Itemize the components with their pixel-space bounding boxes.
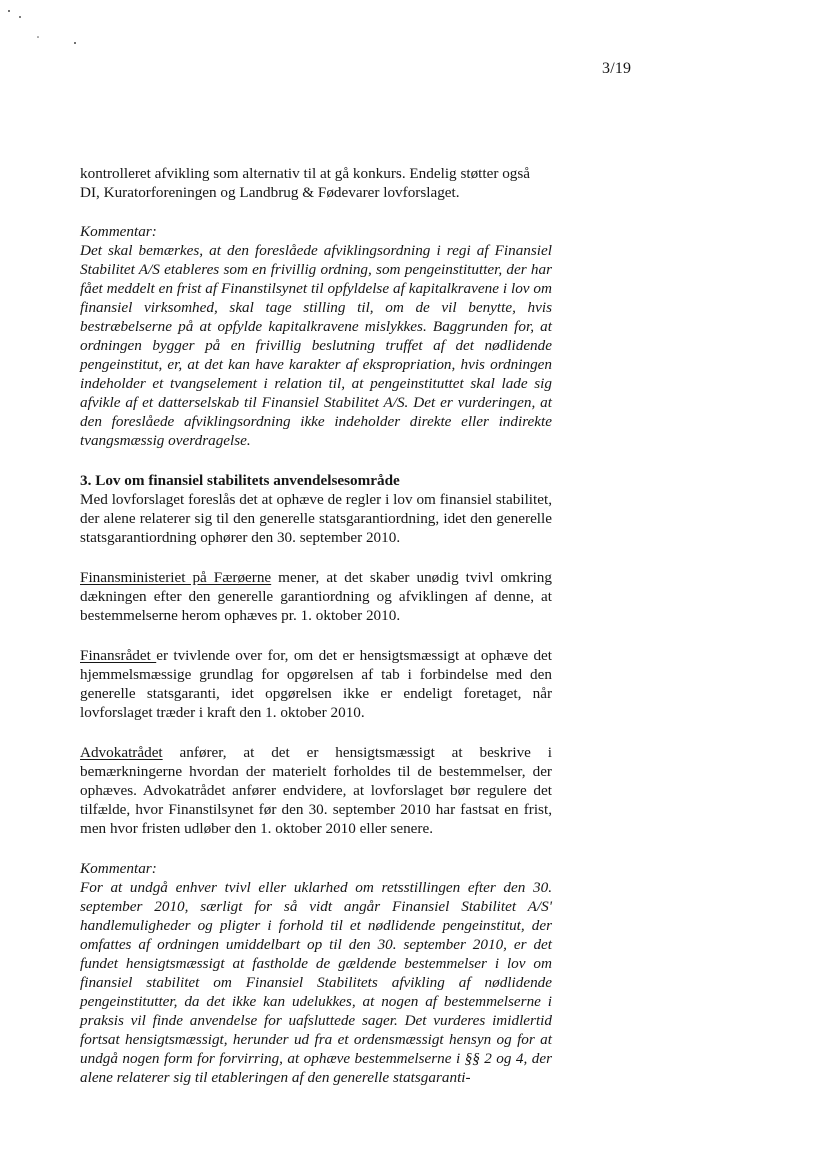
page-number: 3/19 [602, 60, 632, 77]
comment-label: Kommentar: [80, 860, 157, 877]
comment-label: Kommentar: [80, 223, 157, 240]
intro-line: DI, Kuratorforeningen og Landbrug & Fødevarer lovforslaget. [80, 184, 460, 201]
comment-text: Det skal bemærkes, at den foreslåede afviklingsordning i regi af Finansiel Stabilitet A/S etableres som en frivillig ordning, som pengeinstitutter, der har fået meddelt en frist af Finanstilsynet til opfyldelse af kapitalkravene i lov om finansiel virksomhed, skal tage stilling til, om de vil benytte, hvis bestræbelserne på at opfylde kapitalkravene mislykkes. Baggrunden for, at ordningen bygger på en frivillig beslutning truffet af det nødlidende pengeinstitut, er, at det kan have karakter af ekspropriation, hvis ordningen indeholder et tvangselement i relation til, at pengeinstituttet skal lade sig afvikle af et datterselskab til Finansiel Stabilitet A/S. Det er vurderingen, at den foreslåede afviklingsordning ikke indeholder direkte eller indirekte tvangsmæssig overdragelse. [80, 242, 552, 449]
response-paragraph [80, 646, 552, 722]
organization-name: Finansrådet [80, 647, 157, 664]
comment-text: For at undgå enhver tvivl eller uklarhed om retsstillingen efter den 30. september 2010, særligt for så vidt angår Finansiel Stabilitet A/S' handlemuligheder og pligter i forhold til et nødlidende pengeinstitut, der omfattes af ordningen umiddelbart op til den 30. september 2010, er det fundet hensigtsmæssigt at fastholde de gældende bestemmelser i lov om finansiel stabilitet om Finansiel Stabilitets afvikling af nødlidende pengeinstitutter, da det ikke kan udelukkes, at nogen af bestemmelserne i praksis vil finde anvendelse for uafsluttede sager. Det vurderes imidlertid fortsat hensigtsmæssigt, herunder ud fra et ordensmæssigt hensyn og for at undgå nogen form for forvirring, at ophæve bestemmelserne i §§ 2 og 4, der alene relaterer sig til etableringen af den generelle statsgaranti- [80, 879, 552, 1086]
organization-name: Advokatrådet [80, 744, 163, 761]
scan-specks [0, 0, 90, 60]
section-heading: 3. Lov om finansiel stabilitets anvendelsesområde [80, 472, 400, 489]
response-text: mener, at det skaber unødig tvivl omkring dækningen efter den generelle garantiordning og afviklingen af denne, at bestemmelserne herom ophæves pr. 1. oktober 2010. [80, 569, 552, 624]
response-paragraph [80, 568, 552, 625]
document-body [80, 164, 552, 1108]
response-text: anfører, at det er hensigtsmæssigt at beskrive i bemærkningerne hvordan der materielt forholdes til de bestemmelser, der ophæves. Advokatrådet anfører endvidere, at lovforslaget bør regulere det tilfælde, hvor Finanstilsynet før den 30. september 2010 har fastsat en frist, men hvor fristen udløber den 1. oktober 2010 eller senere. [80, 744, 552, 837]
comment-block [80, 859, 552, 1087]
response-text: er tvivlende over for, om det er hensigtsmæssigt at ophæve det hjemmelsmæssige grundlag for opgørelsen af tab i forbindelse med den generelle statsgaranti, idet opgørelsen ikke er endeligt foretaget, når lovforslaget træder i kraft den 1. oktober 2010. [80, 647, 553, 721]
comment-block [80, 222, 552, 450]
response-paragraph [80, 743, 552, 838]
organization-name: Finansministeriet på Færøerne [80, 569, 272, 586]
intro-paragraph [80, 164, 552, 202]
intro-line: kontrolleret afvikling som alternativ til at gå konkurs. Endelig støtter også [80, 165, 531, 182]
section-intro: Med lovforslaget foreslås det at ophæve de regler i lov om finansiel stabilitet, der alene relaterer sig til den generelle statsgarantiordning, idet den generelle statsgarantiordning ophører den 30. september 2010. [80, 491, 552, 546]
